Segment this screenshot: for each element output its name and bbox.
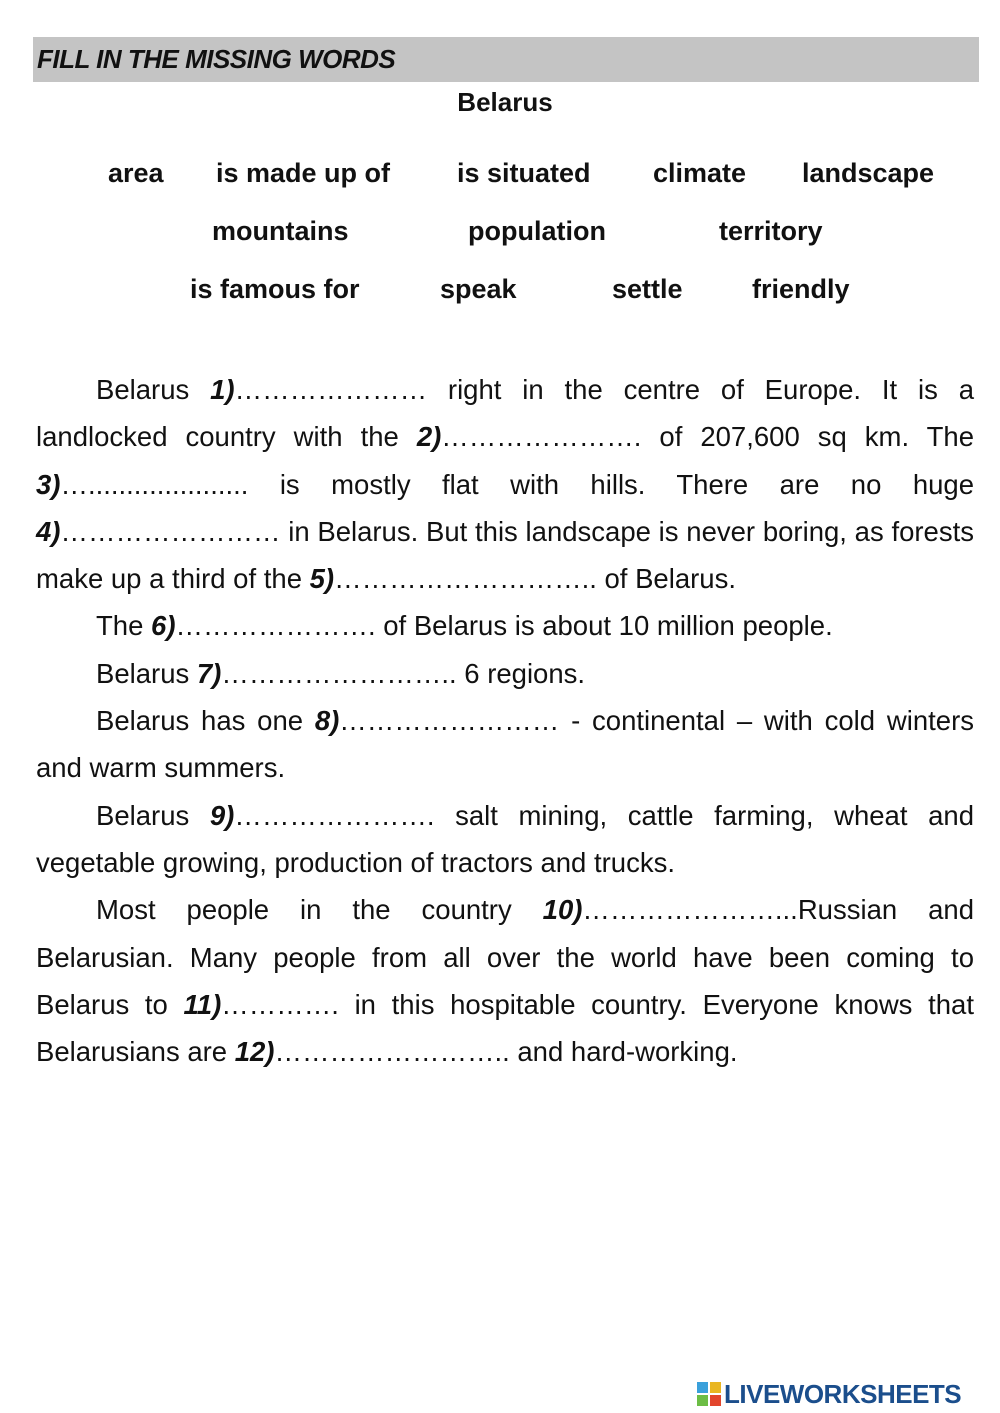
blank-11[interactable]: …………. in this hospitable country. Everyone knows that Belarusians are <box>36 988 974 1068</box>
word-bank-item: speak <box>440 274 517 304</box>
blank-8[interactable]: …………………… - continental – with cold winters and warm summers. <box>36 705 974 784</box>
word-bank-item: territory <box>719 216 823 246</box>
gap-number: 10) <box>542 894 583 926</box>
word-bank-item: is famous for <box>190 274 360 304</box>
word-bank-row-1 <box>0 158 1000 198</box>
word-bank-item: is made up of <box>216 158 391 188</box>
blank-12[interactable]: …………………….. and hard-working. <box>274 1036 738 1068</box>
blank-2[interactable]: …………………. of 207,600 sq km. The <box>441 421 974 453</box>
gap-number: 1) <box>210 374 235 405</box>
gap-number: 11) <box>183 988 222 1020</box>
gap-number: 12) <box>234 1036 275 1068</box>
liveworksheets-logo-icon <box>697 1382 721 1406</box>
blank-6[interactable]: …………………. of Belarus is about 10 million people. <box>175 610 833 642</box>
gap-number: 7) <box>196 657 222 689</box>
blank-9[interactable]: …………………. salt mining, cattle farming, wheat and vegetable growing, production of tractors and trucks. <box>36 799 974 878</box>
paragraph-4: Belarus has one 8)…………………… - continental – with cold winters and warm summers. <box>36 705 974 784</box>
word-bank-item: area <box>108 158 164 188</box>
blank-1[interactable]: ………………… right in the centre of Europe. It is a landlocked country with the <box>36 374 974 453</box>
word-bank-item: population <box>468 216 606 246</box>
gap-number: 4) <box>36 515 61 547</box>
blank-4[interactable]: …………………… in Belarus. But this landscape is never boring, as forests make up a third of the <box>36 515 974 595</box>
gap-number: 2) <box>416 421 442 453</box>
word-bank-row-2 <box>0 216 1000 256</box>
word-bank-item: is situated <box>457 158 591 188</box>
paragraph-2: The 6)…………………. of Belarus is about 10 million people. <box>96 610 833 642</box>
word-bank-item: landscape <box>802 158 935 188</box>
worksheet-title: Belarus <box>457 87 553 117</box>
header-bar <box>33 37 979 82</box>
gap-number: 6) <box>151 610 176 642</box>
word-bank-item: settle <box>612 274 683 304</box>
blank-3[interactable]: …..................... is mostly flat with hills. There are no huge <box>60 468 974 500</box>
passage <box>36 366 974 1075</box>
paragraph-5: Belarus 9)…………………. salt mining, cattle farming, wheat and vegetable growing, production of tractors and trucks. <box>36 799 974 878</box>
blank-7[interactable]: …………………….. 6 regions. <box>221 657 586 689</box>
word-bank-row-3 <box>0 274 1000 314</box>
gap-number: 3) <box>36 468 61 500</box>
blank-10[interactable]: …………………...Russian and Belarusian. Many people from all over the world have been coming to Belarus to <box>36 894 974 1020</box>
liveworksheets-logo[interactable] <box>697 1378 961 1410</box>
worksheet-instruction: FILL IN THE MISSING WORDS <box>37 44 396 74</box>
blank-5[interactable]: ……………………….. of Belarus. <box>334 563 736 595</box>
gap-number: 9) <box>209 799 235 831</box>
word-bank-item: friendly <box>752 274 850 304</box>
gap-number: 5) <box>309 563 335 595</box>
paragraph-6: Most people in the country 10)…………………...Russian and Belarusian. Many people from all over the world have been coming to Belarus to 11)…………. in this hospitable country. Everyone knows that Belarusians are 12)…………………….. and hard-working. <box>36 894 974 1068</box>
logo-text: LIVEWORKSHEETS <box>724 1378 962 1409</box>
gap-number: 8) <box>314 705 340 737</box>
paragraph-1: Belarus 1)………………… right in the centre of Europe. It is a landlocked country with the 2)…………………. of 207,600 sq km. The 3)…..................... is mostly flat with hills. There are no huge 4)…………………… in Belarus. But this landscape is never boring, as forests make up a third of the 5)……………………….. of Belarus. <box>36 374 974 595</box>
paragraph-3: Belarus 7)…………………….. 6 regions. <box>96 657 586 689</box>
word-bank-item: climate <box>653 158 747 188</box>
word-bank-item: mountains <box>212 216 349 246</box>
